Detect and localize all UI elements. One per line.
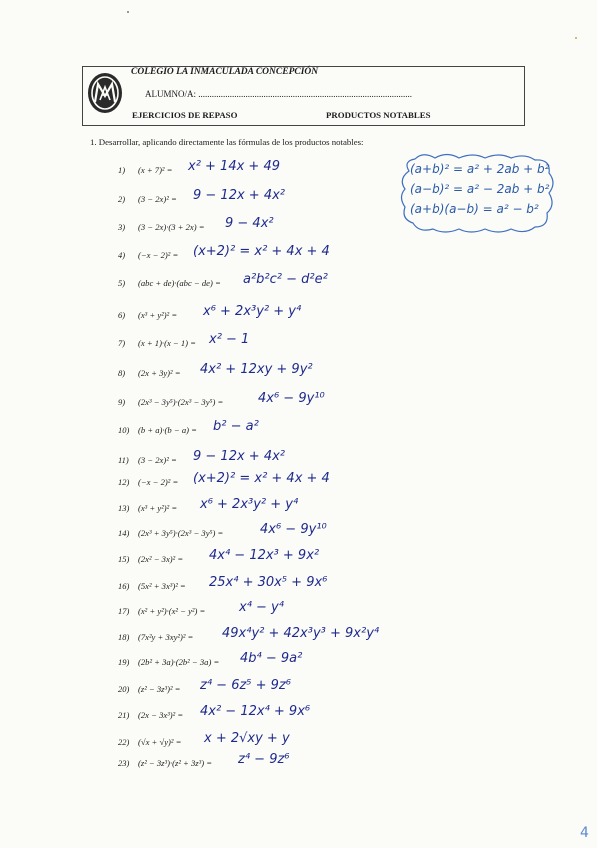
exercise-answer: 9 − 12x + 4x² bbox=[193, 449, 285, 464]
exercise-row: 19) (2b² + 3a)·(2b² − 3a) = bbox=[118, 657, 220, 667]
exercise-answer: z⁴ − 9z⁶ bbox=[238, 752, 290, 767]
exercise-row: 21) (2x − 3x³)² = bbox=[118, 710, 184, 720]
exercise-row: 10) (b + a)·(b − a) = bbox=[118, 425, 197, 435]
exercise-answer: 4x⁶ − 9y¹⁰ bbox=[260, 522, 327, 537]
student-name-field[interactable]: ALUMNO/A: ............................................................................................... bbox=[145, 89, 412, 99]
exercise-answer: x² + 14x + 49 bbox=[188, 159, 280, 174]
exercise-row: 3) (3 − 2x)·(3 + 2x) = bbox=[118, 222, 205, 232]
exercise-row: 6) (x³ + y²)² = bbox=[118, 310, 178, 320]
exercise-row: 13) (x³ + y²)² = bbox=[118, 503, 178, 513]
exercise-answer: 9 − 4x² bbox=[225, 216, 274, 231]
exercise-answer: a²b²c² − d²e² bbox=[243, 272, 328, 287]
exercise-answer: 4x² − 12x⁴ + 9x⁶ bbox=[200, 704, 311, 719]
instructions: 1. Desarrollar, aplicando directamente las fórmulas de los productos notables: bbox=[90, 137, 364, 147]
exercise-answer: 49x⁴y² + 42x³y³ + 9x²y⁴ bbox=[222, 626, 380, 641]
exercise-row: 2) (3 − 2x)² = bbox=[118, 194, 177, 204]
exercise-row: 4) (−x − 2)² = bbox=[118, 250, 179, 260]
exercise-answer: x + 2√xy + y bbox=[204, 731, 290, 746]
speck bbox=[575, 37, 577, 39]
school-name: COLEGIO LA INMACULADA CONCEPCIÓN bbox=[131, 67, 319, 77]
exercise-answer: x⁶ + 2x³y² + y⁴ bbox=[200, 497, 299, 512]
worksheet-title: EJERCICIOS DE REPASO bbox=[132, 110, 238, 120]
exercise-answer: 4x² + 12xy + 9y² bbox=[200, 362, 313, 377]
formula-square-of-sum: (a+b)² = a² + 2ab + b² bbox=[410, 162, 550, 176]
exercise-answer: x⁴ − y⁴ bbox=[239, 600, 284, 615]
exercise-row: 11) (3 − 2x)² = bbox=[118, 455, 177, 465]
page-number: 4 bbox=[580, 825, 589, 841]
school-logo-icon bbox=[86, 71, 124, 115]
exercise-answer: x² − 1 bbox=[209, 332, 250, 347]
exercise-row: 22) (√x + √y)² = bbox=[118, 737, 182, 747]
exercise-row: 14) (2x³ + 3y⁵)·(2x³ − 3y⁵) = bbox=[118, 528, 224, 538]
exercise-row: 16) (5x² + 3x³)² = bbox=[118, 581, 186, 591]
exercise-answer: x⁶ + 2x³y² + y⁴ bbox=[203, 304, 302, 319]
exercise-answer: (x+2)² = x² + 4x + 4 bbox=[193, 244, 330, 259]
exercise-row: 7) (x + 1)·(x − 1) = bbox=[118, 338, 196, 348]
exercise-answer: b² − a² bbox=[213, 419, 259, 434]
speck bbox=[127, 11, 129, 13]
exercise-row: 18) (7x²y + 3xy²)² = bbox=[118, 632, 194, 642]
exercise-answer: 4x⁶ − 9y¹⁰ bbox=[258, 391, 325, 406]
exercise-row: 9) (2x³ − 3y⁵)·(2x³ − 3y⁵) = bbox=[118, 397, 224, 407]
exercise-row: 1) (x + 7)² = bbox=[118, 165, 173, 175]
exercise-row: 8) (2x + 3y)² = bbox=[118, 368, 181, 378]
formula-sum-by-difference: (a+b)(a−b) = a² − b² bbox=[410, 202, 539, 216]
exercise-row: 12) (−x − 2)² = bbox=[118, 477, 179, 487]
exercise-row: 5) (abc + de)·(abc − de) = bbox=[118, 278, 221, 288]
worksheet-topic: PRODUCTOS NOTABLES bbox=[326, 110, 431, 120]
exercise-row: 15) (2x² − 3x)² = bbox=[118, 554, 184, 564]
exercise-row: 17) (x² + y²)·(x² − y²) = bbox=[118, 606, 206, 616]
exercise-answer: z⁴ − 6z⁵ + 9z⁶ bbox=[200, 678, 291, 693]
exercise-answer: 4b⁴ − 9a² bbox=[240, 651, 303, 666]
exercise-answer: 4x⁴ − 12x³ + 9x² bbox=[209, 548, 320, 563]
exercise-answer: 25x⁴ + 30x⁵ + 9x⁶ bbox=[209, 575, 328, 590]
exercise-row: 23) (z² − 3z³)·(z² + 3z³) = bbox=[118, 758, 213, 768]
exercise-answer: 9 − 12x + 4x² bbox=[193, 188, 285, 203]
formula-square-of-difference: (a−b)² = a² − 2ab + b² bbox=[410, 182, 550, 196]
exercise-row: 20) (z² − 3z³)² = bbox=[118, 684, 181, 694]
exercise-answer: (x+2)² = x² + 4x + 4 bbox=[193, 471, 330, 486]
